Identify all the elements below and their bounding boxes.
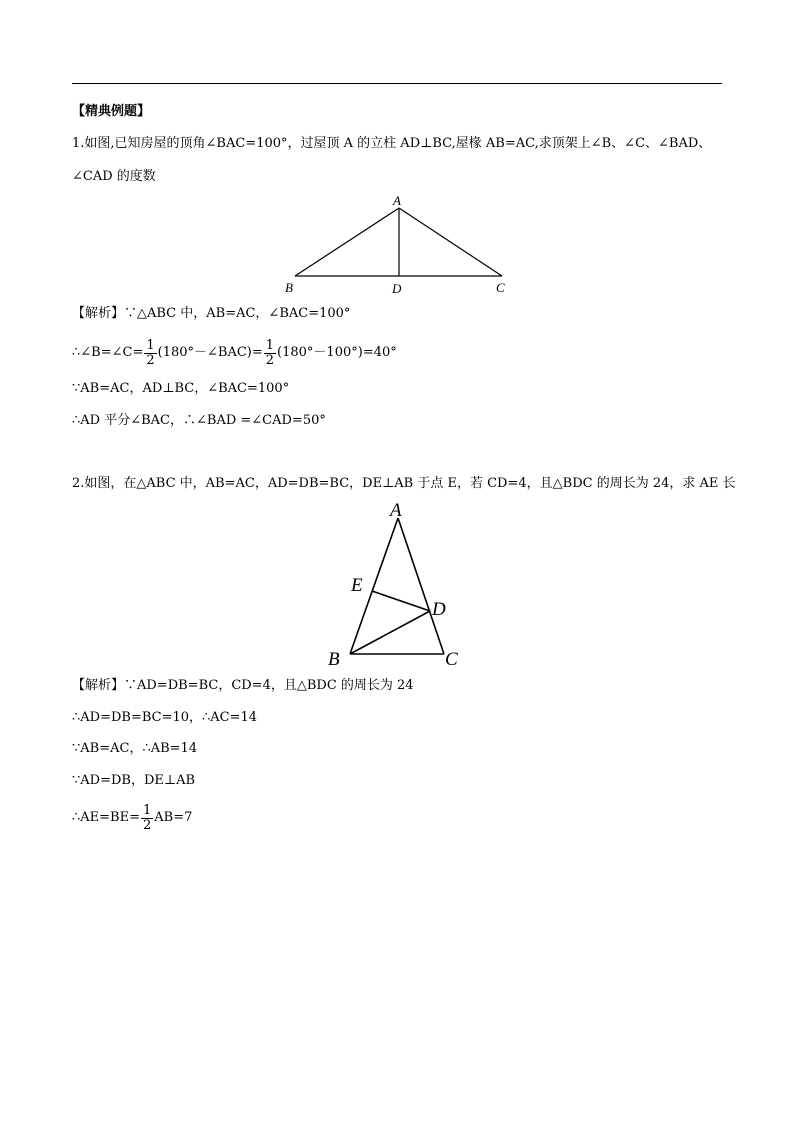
q1-segment-ac: [399, 208, 502, 276]
q1-figure: [278, 190, 518, 300]
q2-segment-de: [372, 591, 430, 611]
section-title: 【精典例题】: [72, 104, 151, 119]
q2-solution-line2: ∴AD=DB=BC=10，∴AC=14: [72, 710, 258, 725]
q1-fraction-den-1: 2: [146, 352, 155, 368]
q1-solution-line2: [72, 333, 397, 373]
q2-solution-line3: ∵AB=AC，∴AB=14: [72, 741, 198, 756]
q1-fraction-half-1: [144, 339, 156, 368]
q2-label-c: C: [445, 649, 458, 670]
q1-solution-line2-c: (180°－100°)=40°: [277, 345, 397, 360]
q2-solution-line5: [72, 798, 192, 838]
q1-solution-line2-a: ∴∠B=∠C=: [72, 345, 144, 360]
header-rule: [72, 83, 722, 84]
q1-text-line2: ∠CAD 的度数: [72, 169, 156, 184]
q2-text-line1: 2.如图，在△ABC 中，AB=AC，AD=DB=BC，DE⊥AB 于点 E，若 CD=4，且△BDC 的周长为 24，求 AE 长: [72, 476, 736, 491]
q1-fraction-den-2: 2: [265, 352, 275, 368]
q1-fraction-half-2: [264, 339, 276, 368]
q2-segment-bd: [350, 611, 430, 654]
q2-label-e: E: [351, 575, 363, 596]
q1-segment-ab: [295, 208, 399, 276]
q1-solution-line3: ∵AB=AC，AD⊥BC，∠BAC=100°: [72, 381, 290, 396]
q2-segment-ac: [398, 518, 444, 654]
q1-solution-line2-b: (180°－∠BAC)=: [157, 345, 263, 360]
q2-fraction-num: 1: [142, 802, 152, 818]
q1-solution-line1: 【解析】∵△ABC 中，AB=AC，∠BAC=100°: [72, 306, 351, 321]
q2-solution-line5-a: ∴AE=BE=: [72, 810, 140, 825]
q2-solution-line1: 【解析】∵AD=DB=BC，CD=4，且△BDC 的周长为 24: [72, 678, 414, 693]
q2-solution-line5-b: AB=7: [154, 810, 193, 825]
q2-label-a: A: [390, 500, 402, 521]
q2-fraction-half: [141, 804, 153, 833]
q2-figure: [322, 496, 472, 671]
q1-solution-line4: ∴AD 平分∠BAC，∴∠BAD =∠CAD=50°: [72, 413, 326, 428]
q1-label-b: B: [285, 280, 293, 295]
q1-label-c: C: [496, 280, 505, 295]
q2-label-b: B: [328, 649, 340, 670]
q1-label-d: D: [392, 281, 402, 296]
q1-label-a: A: [393, 193, 401, 208]
q1-fraction-num-1: 1: [146, 337, 155, 353]
q1-fraction-num-2: 1: [265, 337, 275, 353]
q2-label-d: D: [432, 599, 446, 620]
q1-text-line1: 1.如图,已知房屋的顶角∠BAC=100°，过屋顶 A 的立柱 AD⊥BC,屋椽 AB=AC,求顶架上∠B、∠C、∠BAD、: [72, 136, 712, 151]
q2-solution-line4: ∵AD=DB，DE⊥AB: [72, 773, 196, 788]
q2-fraction-den: 2: [142, 817, 152, 833]
